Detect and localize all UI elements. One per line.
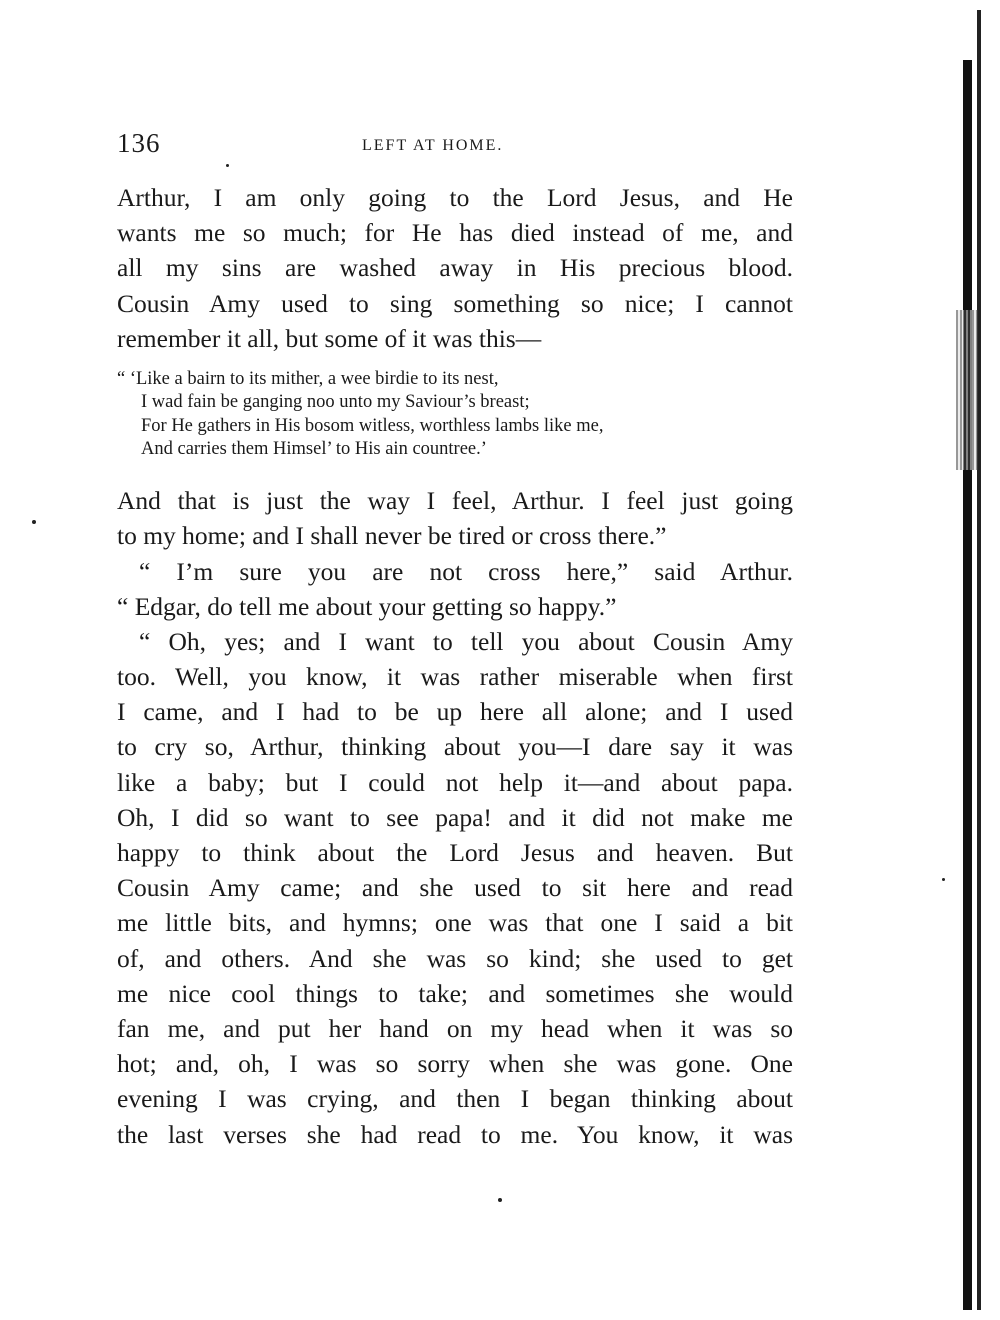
text-line: to my home; and I shall never be tired or cross there.” <box>117 521 667 551</box>
text-line: hot; and, oh, I was so sorry when she was gone. One <box>117 1049 793 1079</box>
text-line: like a baby; but I could not help it—and about papa. <box>117 767 793 797</box>
text-line: And that is just the way I feel, Arthur. I feel just going <box>117 486 793 516</box>
verse-line: For He gathers in His bosom witless, worthless lambs like me, <box>141 415 604 436</box>
verse-line: “ ‘Like a bairn to its mither, a wee birdie to its nest, <box>117 368 499 389</box>
print-speck <box>32 520 36 524</box>
body-text <box>117 180 793 1152</box>
spine-speckle <box>956 310 978 470</box>
paragraph <box>117 180 793 356</box>
text-line: Cousin Amy used to sing something so nice; I cannot <box>117 288 793 318</box>
text-line: “ I’m sure you are not cross here,” said Arthur. <box>139 556 793 586</box>
text-line: of, and others. And she was so kind; she used to get <box>117 943 793 973</box>
verse-line: I wad fain be ganging noo unto my Saviour’s breast; <box>141 392 530 413</box>
verse-line: And carries them Himsel’ to His ain countree.’ <box>141 438 487 459</box>
text-line: Cousin Amy came; and she used to sit here and read <box>117 873 793 903</box>
text-line: me little bits, and hymns; one was that one I said a bit <box>117 908 793 938</box>
print-speck <box>498 1198 502 1202</box>
text-line: all my sins are washed away in His precious blood. <box>117 253 793 283</box>
text-line: I came, and I had to be up here all alone; and I used <box>117 697 793 727</box>
print-speck <box>226 164 229 167</box>
paragraph <box>117 554 793 624</box>
text-line: Arthur, I am only going to the Lord Jesus, and He <box>117 183 793 212</box>
text-line: wants me so much; for He has died instead of me, and <box>117 218 793 248</box>
spine-shadow <box>963 60 972 1310</box>
paragraph <box>117 624 793 1152</box>
page-number: 136 <box>117 128 161 158</box>
text-line: evening I was crying, and then I began thinking about <box>117 1084 793 1114</box>
text-line: “ Edgar, do tell me about your getting so happy.” <box>117 591 617 621</box>
text-line: happy to think about the Lord Jesus and heaven. But <box>117 838 793 867</box>
spine-line <box>977 10 981 1310</box>
book-spine-edge <box>953 10 987 1310</box>
text-line: “ Oh, yes; and I want to tell you about Cousin Amy <box>139 626 793 656</box>
text-line: fan me, and put her hand on my head when it was so <box>117 1013 793 1043</box>
verse-quote <box>117 368 793 461</box>
print-speck <box>942 878 945 881</box>
text-line: me nice cool things to take; and sometimes she would <box>117 978 793 1008</box>
running-title: LEFT AT HOME. <box>362 137 504 154</box>
text-line: the last verses she had read to me. You know, it was <box>117 1119 793 1149</box>
text-line: Oh, I did so want to see papa! and it did not make me <box>117 802 793 832</box>
text-line: to cry so, Arthur, thinking about you—I dare say it was <box>117 732 793 762</box>
page-header <box>117 128 797 168</box>
text-line: too. Well, you know, it was rather miserable when first <box>117 662 793 692</box>
text-line: remember it all, but some of it was this— <box>117 323 542 353</box>
paragraph <box>117 483 793 553</box>
